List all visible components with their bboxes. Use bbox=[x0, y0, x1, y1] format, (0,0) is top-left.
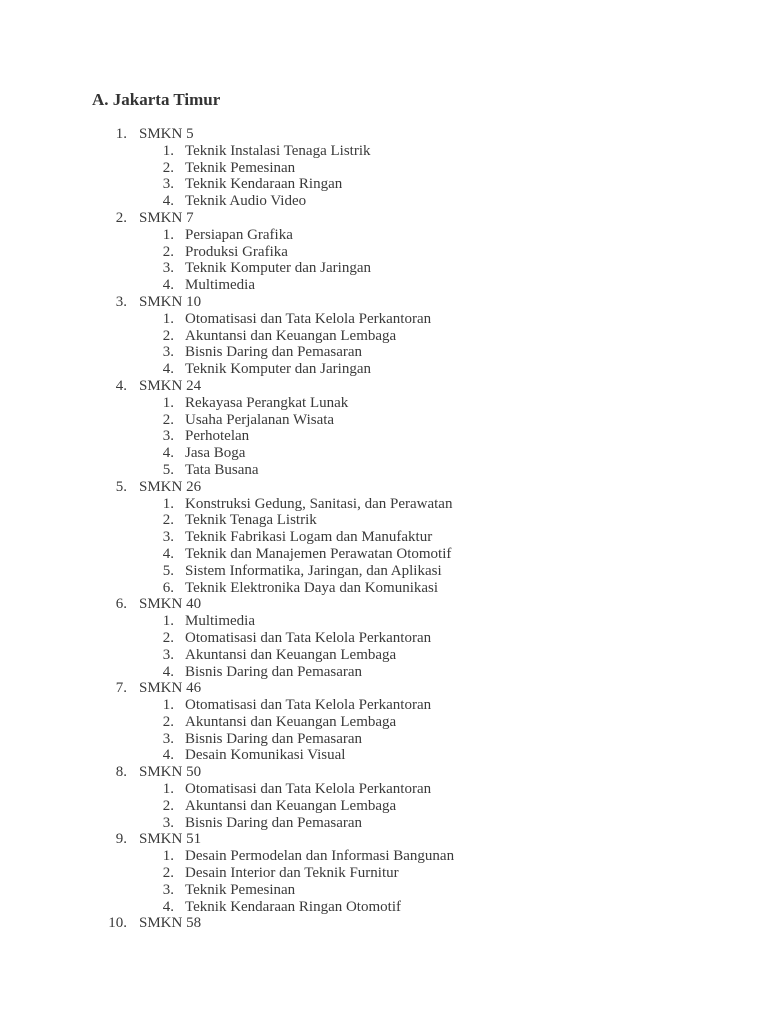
program-number: 4. bbox=[162, 898, 174, 915]
program-number: 4. bbox=[162, 277, 174, 294]
program-item bbox=[0, 747, 768, 764]
program-name: Produksi Grafika bbox=[185, 243, 288, 260]
program-name: Desain Permodelan dan Informasi Bangunan bbox=[185, 848, 455, 865]
program-name: Teknik Pemesinan bbox=[185, 159, 296, 176]
program-item bbox=[0, 428, 768, 445]
school-number: 6. bbox=[115, 596, 127, 613]
program-number: 2. bbox=[162, 797, 174, 814]
program-number: 3. bbox=[162, 344, 174, 361]
program-number: 3. bbox=[162, 881, 174, 898]
program-name: Teknik dan Manajemen Perawatan Otomotif bbox=[185, 545, 452, 562]
program-item bbox=[0, 260, 768, 277]
program-name: Otomatisasi dan Tata Kelola Perkantoran bbox=[185, 629, 432, 646]
school-name: SMKN 24 bbox=[139, 377, 202, 394]
program-name: Bisnis Daring dan Pemasaran bbox=[185, 663, 363, 680]
school-number: 9. bbox=[115, 831, 127, 848]
program-number: 4. bbox=[162, 361, 174, 378]
program-number: 2. bbox=[162, 327, 174, 344]
program-name: Teknik Instalasi Tenaga Listrik bbox=[185, 142, 371, 159]
school-name: SMKN 51 bbox=[139, 831, 202, 848]
program-number: 3. bbox=[162, 730, 174, 747]
program-item bbox=[0, 361, 768, 378]
school-name: SMKN 58 bbox=[139, 915, 202, 932]
program-item bbox=[0, 311, 768, 328]
school-name: SMKN 10 bbox=[139, 293, 202, 310]
program-item bbox=[0, 512, 768, 529]
school-name: SMKN 7 bbox=[139, 209, 194, 226]
program-name: Jasa Boga bbox=[185, 445, 246, 462]
program-item bbox=[0, 630, 768, 647]
program-item bbox=[0, 529, 768, 546]
program-item bbox=[0, 798, 768, 815]
program-number: 2. bbox=[162, 243, 174, 260]
program-name: Bisnis Daring dan Pemasaran bbox=[185, 730, 363, 747]
program-name: Otomatisasi dan Tata Kelola Perkantoran bbox=[185, 781, 432, 798]
program-name: Multimedia bbox=[185, 613, 255, 630]
program-number: 4. bbox=[162, 445, 174, 462]
school-list bbox=[0, 126, 768, 932]
program-number: 1. bbox=[162, 613, 174, 630]
program-item bbox=[0, 496, 768, 513]
program-item bbox=[0, 865, 768, 882]
program-number: 3. bbox=[162, 646, 174, 663]
program-number: 3. bbox=[162, 814, 174, 831]
program-name: Akuntansi dan Keuangan Lembaga bbox=[185, 646, 397, 663]
program-number: 2. bbox=[162, 865, 174, 882]
school-item bbox=[0, 378, 768, 395]
program-number: 4. bbox=[162, 193, 174, 210]
program-number: 3. bbox=[162, 529, 174, 546]
program-number: 1. bbox=[162, 848, 174, 865]
school-name: SMKN 40 bbox=[139, 596, 202, 613]
school-number: 8. bbox=[115, 764, 127, 781]
program-item bbox=[0, 781, 768, 798]
school-item bbox=[0, 915, 768, 932]
program-number: 1. bbox=[162, 394, 174, 411]
program-number: 4. bbox=[162, 663, 174, 680]
program-name: Usaha Perjalanan Wisata bbox=[185, 411, 335, 428]
program-name: Rekayasa Perangkat Lunak bbox=[185, 394, 349, 411]
school-item bbox=[0, 126, 768, 143]
program-item bbox=[0, 160, 768, 177]
program-item bbox=[0, 731, 768, 748]
program-number: 3. bbox=[162, 428, 174, 445]
program-number: 2. bbox=[162, 411, 174, 428]
program-item bbox=[0, 647, 768, 664]
program-item bbox=[0, 227, 768, 244]
program-name: Akuntansi dan Keuangan Lembaga bbox=[185, 713, 397, 730]
program-item bbox=[0, 244, 768, 261]
program-item bbox=[0, 697, 768, 714]
program-item bbox=[0, 613, 768, 630]
program-item bbox=[0, 546, 768, 563]
program-name: Teknik Pemesinan bbox=[185, 881, 296, 898]
program-item bbox=[0, 445, 768, 462]
program-number: 2. bbox=[162, 629, 174, 646]
program-number: 1. bbox=[162, 142, 174, 159]
program-number: 2. bbox=[162, 512, 174, 529]
program-number: 5. bbox=[162, 562, 174, 579]
school-name: SMKN 46 bbox=[139, 680, 202, 697]
program-name: Teknik Audio Video bbox=[185, 193, 307, 210]
program-name: Teknik Komputer dan Jaringan bbox=[185, 260, 371, 277]
program-item bbox=[0, 664, 768, 681]
program-number: 6. bbox=[162, 579, 174, 596]
program-name: Desain Interior dan Teknik Furnitur bbox=[185, 865, 399, 882]
school-item bbox=[0, 764, 768, 781]
program-item bbox=[0, 815, 768, 832]
program-number: 2. bbox=[162, 713, 174, 730]
program-item bbox=[0, 412, 768, 429]
school-name: SMKN 5 bbox=[139, 126, 194, 142]
program-name: Desain Komunikasi Visual bbox=[185, 747, 346, 764]
program-item bbox=[0, 176, 768, 193]
school-item bbox=[0, 831, 768, 848]
school-number: 7. bbox=[115, 680, 127, 697]
program-number: 1. bbox=[162, 495, 174, 512]
school-number: 10. bbox=[108, 915, 127, 932]
program-number: 4. bbox=[162, 747, 174, 764]
program-item bbox=[0, 193, 768, 210]
program-name: Bisnis Daring dan Pemasaran bbox=[185, 344, 363, 361]
program-item bbox=[0, 395, 768, 412]
program-name: Teknik Kendaraan Ringan Otomotif bbox=[185, 898, 401, 915]
school-name: SMKN 26 bbox=[139, 478, 202, 495]
school-number: 3. bbox=[115, 293, 127, 310]
program-number: 3. bbox=[162, 260, 174, 277]
program-number: 4. bbox=[162, 545, 174, 562]
program-item bbox=[0, 143, 768, 160]
school-number: 2. bbox=[115, 209, 127, 226]
program-name: Konstruksi Gedung, Sanitasi, dan Perawatan bbox=[185, 495, 453, 512]
program-number: 1. bbox=[162, 226, 174, 243]
program-item bbox=[0, 580, 768, 597]
program-name: Perhotelan bbox=[185, 428, 250, 445]
school-item bbox=[0, 680, 768, 697]
program-name: Akuntansi dan Keuangan Lembaga bbox=[185, 327, 397, 344]
program-number: 3. bbox=[162, 176, 174, 193]
program-name: Persiapan Grafika bbox=[185, 226, 293, 243]
program-name: Bisnis Daring dan Pemasaran bbox=[185, 814, 363, 831]
program-item bbox=[0, 462, 768, 479]
program-number: 1. bbox=[162, 697, 174, 714]
program-number: 5. bbox=[162, 461, 174, 478]
program-name: Multimedia bbox=[185, 277, 255, 294]
program-name: Teknik Elektronika Daya dan Komunikasi bbox=[185, 579, 439, 596]
program-name: Otomatisasi dan Tata Kelola Perkantoran bbox=[185, 310, 432, 327]
program-number: 1. bbox=[162, 781, 174, 798]
program-number: 2. bbox=[162, 159, 174, 176]
program-name: Teknik Kendaraan Ringan bbox=[185, 176, 343, 193]
section-heading: A. Jakarta Timur bbox=[92, 90, 221, 109]
program-name: Otomatisasi dan Tata Kelola Perkantoran bbox=[185, 697, 432, 714]
school-number: 4. bbox=[115, 377, 127, 394]
program-number: 1. bbox=[162, 310, 174, 327]
school-item bbox=[0, 479, 768, 496]
school-number: 1. bbox=[115, 126, 127, 142]
program-item bbox=[0, 277, 768, 294]
program-name: Teknik Komputer dan Jaringan bbox=[185, 361, 371, 378]
program-item bbox=[0, 714, 768, 731]
school-item bbox=[0, 210, 768, 227]
program-name: Sistem Informatika, Jaringan, dan Aplikasi bbox=[185, 562, 442, 579]
school-item bbox=[0, 294, 768, 311]
program-item bbox=[0, 899, 768, 916]
school-number: 5. bbox=[115, 478, 127, 495]
program-item bbox=[0, 344, 768, 361]
program-name: Teknik Tenaga Listrik bbox=[185, 512, 317, 529]
program-item bbox=[0, 882, 768, 899]
school-name: SMKN 50 bbox=[139, 764, 202, 781]
program-item bbox=[0, 563, 768, 580]
program-name: Akuntansi dan Keuangan Lembaga bbox=[185, 797, 397, 814]
program-name: Tata Busana bbox=[185, 461, 259, 478]
program-item bbox=[0, 848, 768, 865]
school-item bbox=[0, 596, 768, 613]
program-name: Teknik Fabrikasi Logam dan Manufaktur bbox=[185, 529, 433, 546]
program-item bbox=[0, 328, 768, 345]
